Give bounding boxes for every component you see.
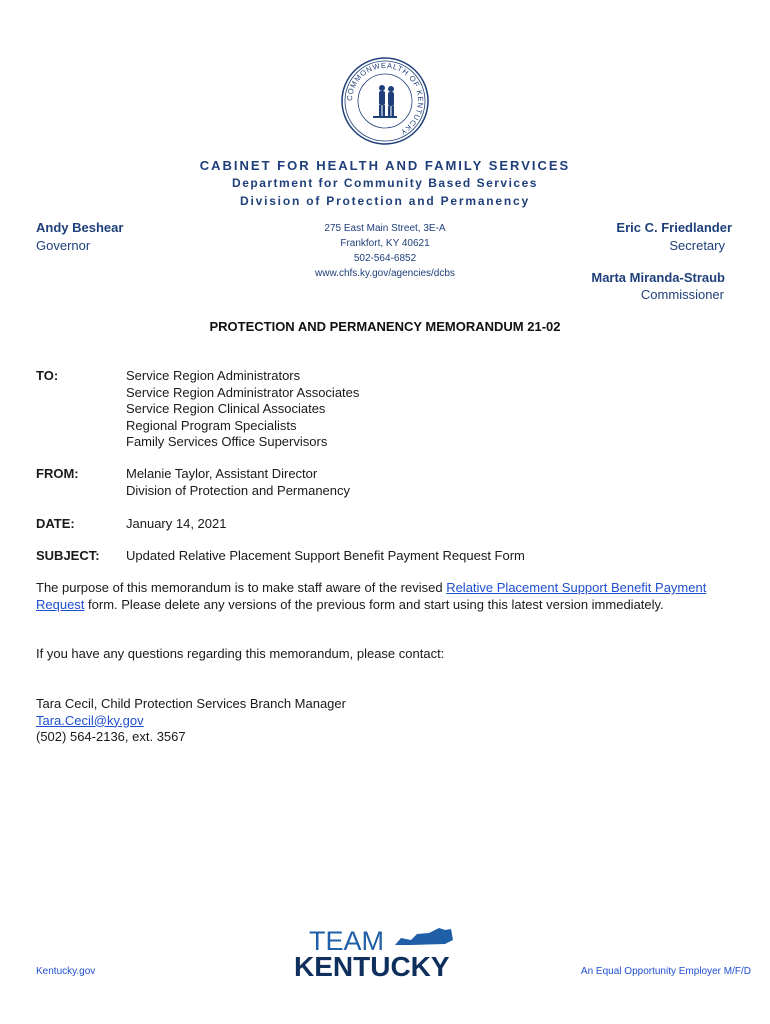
- purpose-paragraph: The purpose of this memorandum is to make staff aware of the revised Relative Placement Support Benefit Payment Request form. Please delete any versions of the previous form and start using this latest version immediately.: [36, 580, 707, 612]
- team-kentucky-logo: [293, 924, 473, 980]
- form-link[interactable]: Relative Placement Support Benefit Payment Request: [36, 580, 707, 612]
- kentucky-state-icon: [395, 928, 453, 945]
- from-label: FROM:: [36, 466, 79, 481]
- address-phone: 502-564-6852: [353, 253, 417, 264]
- logo-kentucky-text: KENTUCKY: [294, 951, 450, 980]
- division-name: Division of Protection and Permanency: [240, 194, 530, 208]
- recipient: Service Region Administrators: [126, 368, 301, 383]
- memo-title: PROTECTION AND PERMANENCY MEMORANDUM 21-02: [209, 319, 561, 334]
- kentucky-seal: [341, 57, 429, 145]
- from-block: [126, 466, 350, 499]
- recipient: Service Region Administrator Associates: [126, 384, 360, 400]
- to-label: TO:: [36, 368, 59, 383]
- contact-name: Tara Cecil, Child Protection Services Branch Manager: [36, 696, 346, 711]
- address-street: 275 East Main Street, 3E-A: [324, 223, 446, 234]
- governor-name: Andy Beshear: [36, 220, 124, 235]
- to-recipients: [126, 368, 359, 451]
- kentucky-gov-link[interactable]: Kentucky.gov: [36, 966, 96, 977]
- governor-title: Governor: [36, 238, 91, 253]
- cabinet-name: CABINET FOR HEALTH AND FAMILY SERVICES: [199, 158, 571, 173]
- recipient: Family Services Office Supervisors: [126, 434, 328, 449]
- address-city: Frankfort, KY 40621: [340, 238, 430, 249]
- from-name: Melanie Taylor, Assistant Director: [126, 466, 318, 481]
- commissioner-name: Marta Miranda-Straub: [591, 270, 725, 285]
- address-web[interactable]: www.chfs.ky.gov/agencies/dcbs: [315, 268, 455, 279]
- secretary-name: Eric C. Friedlander: [616, 220, 732, 235]
- contact-intro: If you have any questions regarding this memorandum, please contact:: [36, 646, 445, 661]
- department-name: Department for Community Based Services: [232, 176, 538, 190]
- date-label: DATE:: [36, 516, 75, 531]
- contact-phone: (502) 564-2136, ext. 3567: [36, 729, 186, 744]
- contact-email-link[interactable]: Tara.Cecil@ky.gov: [36, 712, 144, 728]
- recipient: Regional Program Specialists: [126, 417, 297, 433]
- equal-opportunity-text: An Equal Opportunity Employer M/F/D: [580, 966, 751, 977]
- commissioner-title: Commissioner: [640, 287, 724, 302]
- logo-team-text: TEAM: [309, 926, 385, 956]
- from-division: Division of Protection and Permanency: [126, 482, 351, 498]
- contact-block: [36, 696, 726, 746]
- subject-value: Updated Relative Placement Support Benefit Payment Request Form: [126, 548, 525, 563]
- recipient: Service Region Clinical Associates: [126, 401, 326, 416]
- seal-text: COMMONWEALTH OF KENTUCKY: [344, 60, 426, 137]
- subject-label: SUBJECT:: [36, 548, 100, 563]
- date-value: January 14, 2021: [126, 516, 227, 531]
- secretary-title: Secretary: [669, 238, 725, 253]
